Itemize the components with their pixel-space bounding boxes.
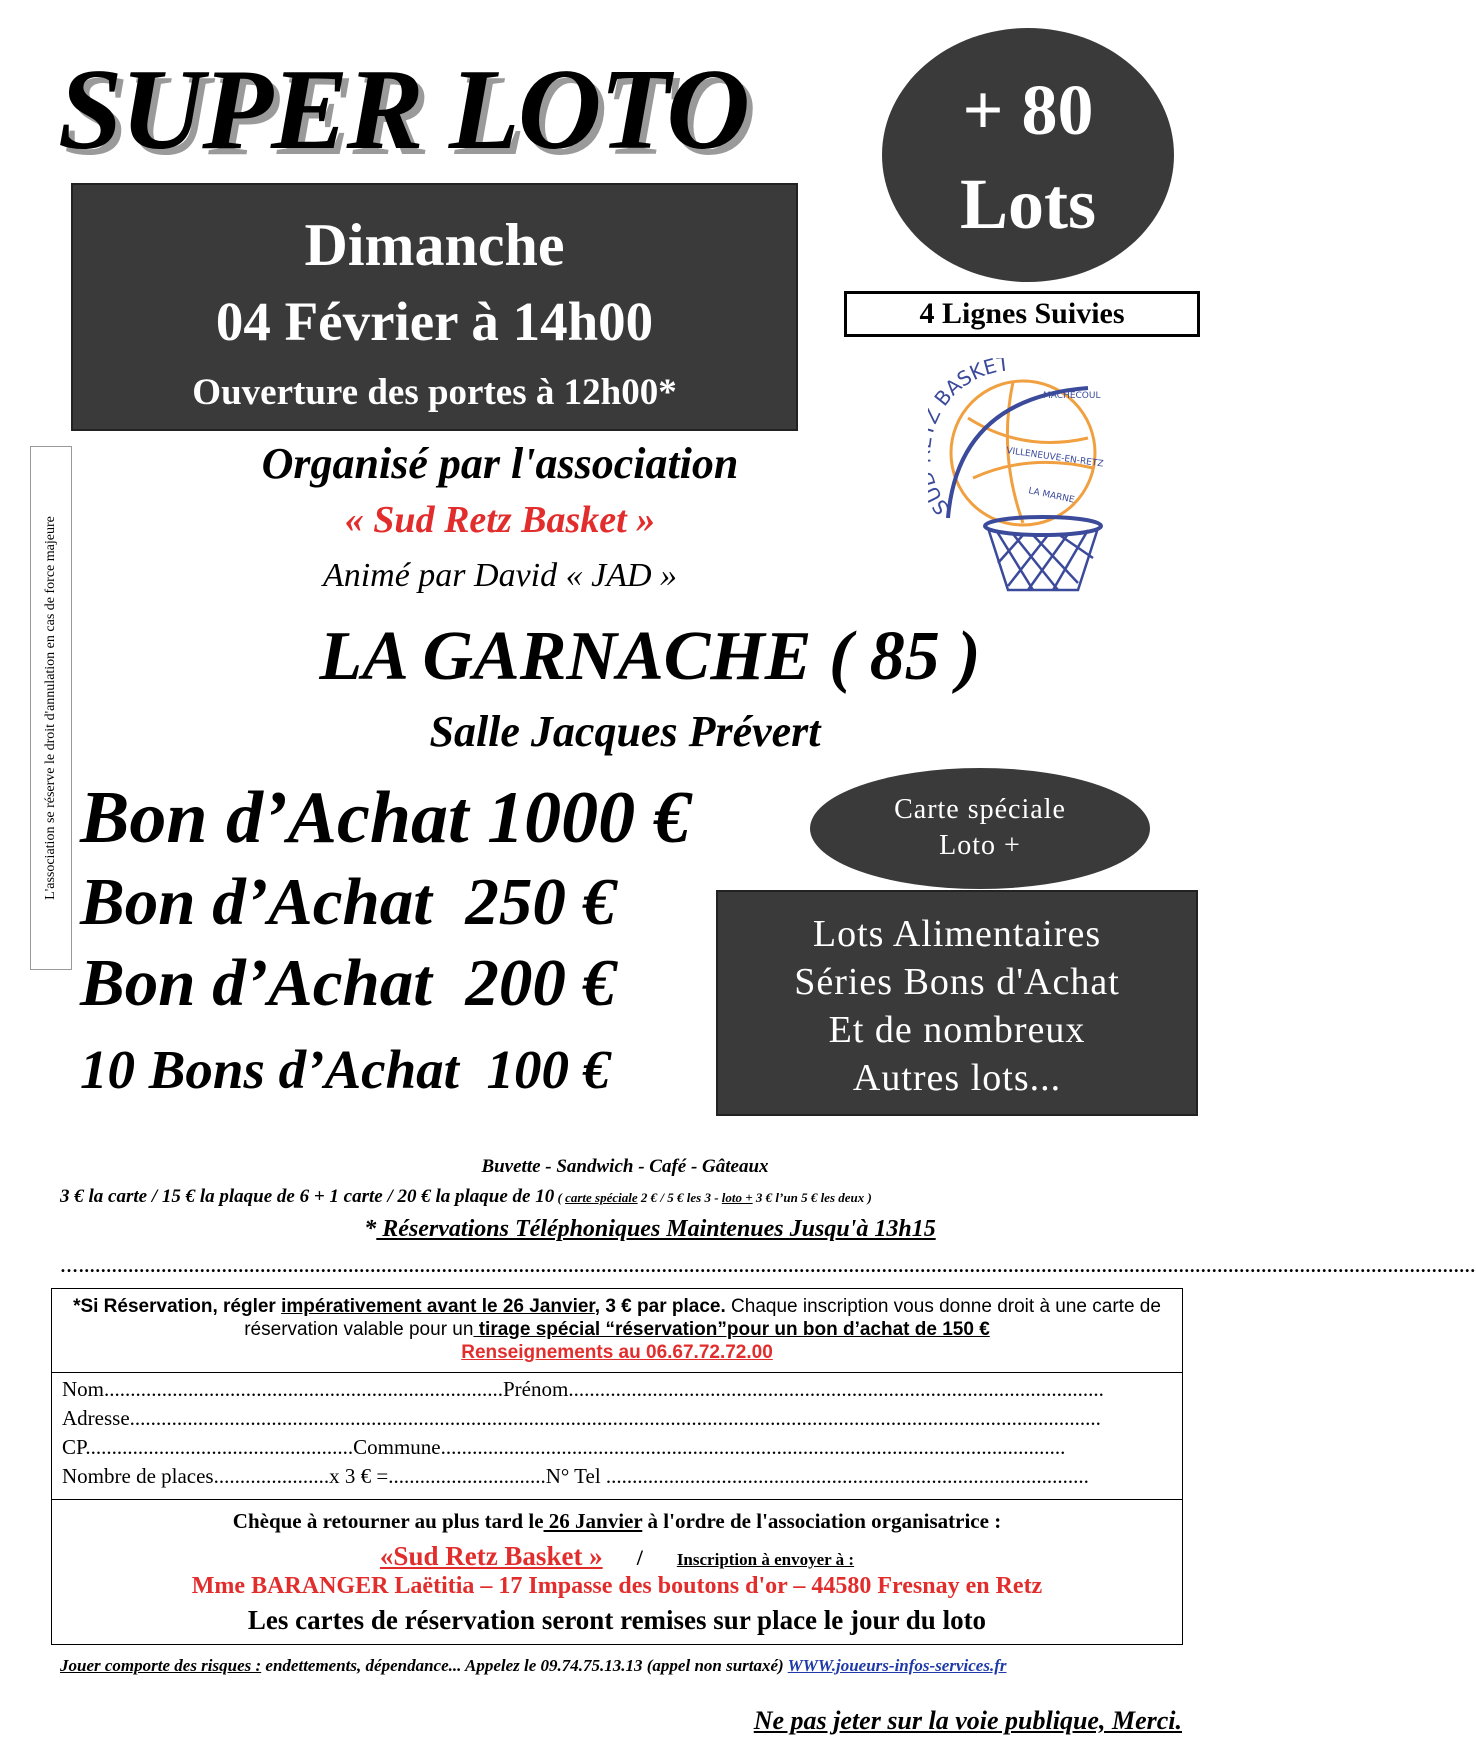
page-title: SUPER LOTO [58, 46, 749, 174]
host: Animé par David « JAD » [322, 557, 678, 594]
other-lots-line3: Et de nombreux [828, 1009, 1086, 1051]
other-lots-box [716, 890, 1198, 1116]
logo-town-2: VILLENEUVE-EN-RETZ [1005, 446, 1104, 470]
gambling-warning [60, 1656, 1210, 1676]
cheque-deadline: 26 Janvier [543, 1509, 643, 1533]
lots-count-circle [882, 28, 1174, 282]
form-intro-special-draw: tirage spécial “réservation”pour un bon d’achat de 150 € [473, 1319, 990, 1340]
prize-1: Bon d’Achat 1000 € [80, 777, 691, 859]
prize-2: Bon d’Achat 250 € [80, 865, 617, 939]
other-lots-line4: Autres lots... [852, 1057, 1062, 1099]
date-box [71, 183, 798, 431]
phone-reservation-note [150, 1216, 1150, 1243]
field-cp-commune[interactable]: CP...................................................Commune....................................................................................................................... [62, 1435, 1066, 1459]
send-to-label: Inscription à envoyer à : [676, 1550, 855, 1569]
special-card-line2: Loto + [939, 830, 1021, 861]
doors-open: Ouverture des portes à 12h00* [192, 372, 677, 413]
basketball-logo-icon [928, 358, 1118, 598]
gambling-warning-label: Jouer comporte des risques : [60, 1656, 262, 1675]
reservation-form [51, 1288, 1183, 1645]
other-lots-line1: Lots Alimentaires [812, 913, 1102, 955]
form-intro-p3: Chaque inscription vous donne droit à une carte de réservation valable pour un [244, 1296, 1161, 1340]
field-places-tel[interactable]: Nombre de places......................x 3 € =..............................N° Tel ............................................................................................ [62, 1464, 1089, 1488]
prize-3: Bon d’Achat 200 € [80, 946, 617, 1020]
card-prices-open: ( [554, 1190, 566, 1205]
loto-plus-price: 3 € l’un 5 € les deux ) [752, 1190, 872, 1205]
field-nom-prenom[interactable]: Nom............................................................................Prénom...................................................................................................... [62, 1377, 1104, 1401]
special-card-oval [810, 768, 1150, 889]
payee-name: «Sud Retz Basket » [379, 1541, 603, 1571]
date-time: 04 Février à 14h00 [215, 291, 654, 352]
special-card-line1: Carte spéciale [894, 794, 1066, 825]
reservation-star: * [364, 1216, 377, 1242]
cheque-p2: à l'ordre de l'association organisatrice : [642, 1509, 1002, 1533]
logo-town-1: MACHECOUL [1043, 391, 1101, 401]
card-prices [60, 1186, 1200, 1208]
sud-retz-basket-logo [928, 358, 1118, 598]
payee-line [52, 1541, 1182, 1572]
special-card-price: 2 € / 5 € les 3 - [637, 1190, 722, 1205]
cheque-instructions [52, 1509, 1182, 1534]
logo-arc-text: S BASKET [928, 358, 1011, 520]
cancellation-note-box [30, 446, 72, 970]
loto-plus-label: loto + [721, 1190, 753, 1205]
venue: Salle Jacques Prévert [429, 707, 821, 756]
date-day: Dimanche [304, 212, 565, 278]
form-payment [52, 1499, 1182, 1644]
other-lots-line2: Séries Bons d'Achat [794, 961, 1120, 1003]
do-not-litter-note: Ne pas jeter sur la voie publique, Merci. [753, 1706, 1182, 1735]
logo-town-3: LA MARNE [1027, 486, 1076, 506]
refreshments: Buvette - Sandwich - Café - Gâteaux [481, 1156, 769, 1177]
svg-text:SUD RETZ BASKET [928, 358, 1011, 519]
lignes-suivies-box: 4 Lignes Suivies [844, 291, 1200, 337]
lots-count: + 80 [962, 70, 1094, 150]
form-intro-p1: *Si Réservation, régler [73, 1296, 282, 1317]
field-adresse[interactable]: Adresse......................................................................................................................................................................................... [62, 1406, 1101, 1430]
gambling-help-link[interactable]: WWW.joueurs-infos-services.fr [787, 1656, 1007, 1675]
gambling-warning-text: endettements, dépendance... Appelez le 09.74.75.13.13 (appel non surtaxé) [261, 1656, 788, 1675]
organised-by: Organisé par l'association [261, 439, 739, 488]
mailing-address: Mme BARANGER Laëtitia – 17 Impasse des boutons d'or – 44580 Fresnay en Retz [191, 1573, 1043, 1599]
cheque-p1: Chèque à retourner au plus tard le [232, 1509, 544, 1533]
cancellation-note: L'association se réserve le droit d'annulation en cas de force majeure [43, 516, 58, 900]
form-info-phone: Renseignements au 06.67.72.72.00 [461, 1342, 773, 1363]
form-intro [52, 1289, 1182, 1373]
association-name: « Sud Retz Basket » [344, 499, 656, 541]
card-prices-main: 3 € la carte / 15 € la plaque de 6 + 1 carte / 20 € la plaque de 10 [60, 1186, 555, 1207]
cards-handover-note: Les cartes de réservation seront remises sur place le jour du loto [247, 1605, 987, 1635]
location: LA GARNACHE ( 85 ) [319, 618, 981, 695]
lots-label: Lots [959, 164, 1097, 244]
special-card-label: carte spéciale [565, 1190, 638, 1205]
form-intro-price: , 3 € par place. [594, 1296, 726, 1317]
cut-line: ….............................................................................................................................................................................................................................................................. [60, 1256, 1476, 1276]
payee-separator: / [636, 1545, 643, 1570]
form-intro-deadline: impérativement avant le 26 Janvier [281, 1296, 595, 1317]
reservation-text: Réservations Téléphoniques Maintenues Jusqu'à 13h15 [376, 1216, 936, 1242]
form-fields [52, 1373, 1182, 1500]
prize-4: 10 Bons d’Achat 100 € [80, 1039, 611, 1100]
